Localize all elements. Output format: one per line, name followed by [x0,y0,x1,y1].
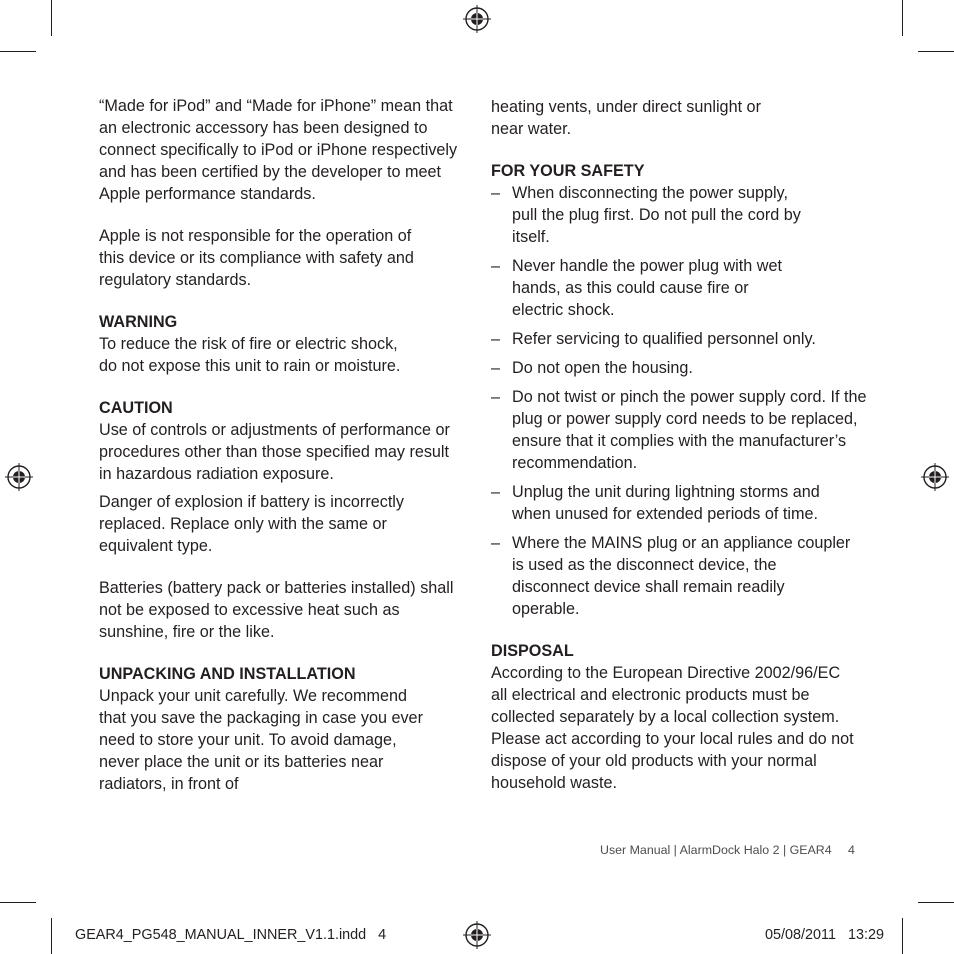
crop-mark-top-right-vertical [902,0,903,36]
crop-mark-bottom-right-vertical [902,918,903,954]
dash-bullet: – [491,483,501,501]
crop-mark-top-left-vertical [51,0,52,36]
list-item [491,532,852,620]
warning-heading: WARNING [99,313,178,331]
warning-text: To reduce the risk of fire or electric shock, do not expose this unit to rain or moisture. [99,335,401,375]
dash-bullet: – [491,359,501,377]
registration-target-icon [920,462,950,492]
slug-filename: GEAR4_PG548_MANUAL_INNER_V1.1.indd 4 [75,927,387,943]
registration-target-icon [4,462,34,492]
ipod-iphone-statement: “Made for iPod” and “Made for iPhone” mean that an electronic accessory has been designed to connect specifically to iPod or iPhone respectively and has been certified by the developer to meet Apple performance standards. [99,97,458,203]
list-item [491,328,857,350]
dash-bullet: – [491,257,501,275]
running-title: User Manual | AlarmDock Halo 2 | GEAR4 [600,843,832,857]
disposal-heading: DISPOSAL [491,642,574,660]
page-number: 4 [848,843,855,857]
crop-mark-top-left-horizontal [0,51,36,52]
crop-mark-bottom-right-horizontal [918,902,954,903]
crop-mark-bottom-left-horizontal [0,902,36,903]
list-item-text: Do not open the housing. [512,359,693,377]
batteries-heat-text: Batteries (battery pack or batteries installed) shall not be exposed to excessive heat such as sunshine, fire or the like. [99,579,454,641]
caution-text: Use of controls or adjustments of performance or procedures other than those specified may result in hazardous radiation exposure. [99,421,450,483]
apple-disclaimer: Apple is not responsible for the operation of this device or its compliance with safety and regulatory standards. [99,227,414,289]
list-item-text: Where the MAINS plug or an appliance coupler is used as the disconnect device, the disconnect device shall remain readily operable. [512,534,851,618]
list-item [491,357,857,379]
registration-target-icon [462,920,492,950]
list-item [491,386,867,474]
crop-mark-bottom-left-vertical [51,918,52,954]
left-column [99,95,463,795]
list-item-text: When disconnecting the power supply, pull the plug first. Do not pull the cord by itself. [512,184,801,246]
dash-bullet: – [491,330,501,348]
dash-bullet: – [491,534,501,552]
list-item [491,481,862,525]
disposal-text: According to the European Directive 2002/96/EC all electrical and electronic products must be collected separately by a local collection system. Please act according to your local rules and do not dispose of your old products with your normal household waste. [491,664,854,792]
list-item [491,255,802,321]
list-item-text: Unplug the unit during lightning storms and when unused for extended periods of time. [512,483,820,523]
dash-bullet: – [491,388,501,406]
battery-explosion-text: Danger of explosion if battery is incorrectly replaced. Replace only with the same or equivalent type. [99,493,405,555]
list-item-text: Never handle the power plug with wet hands, as this could cause fire or electric shock. [512,257,782,319]
registration-target-icon [462,4,492,34]
caution-heading: CAUTION [99,399,173,417]
dash-bullet: – [491,184,501,202]
list-item-text: Do not twist or pinch the power supply cord. If the plug or power supply cord needs to be replaced, ensure that it complies with the manufacturer’s recommendation. [512,388,867,472]
crop-mark-top-right-horizontal [918,51,954,52]
slug-date-time: 05/08/2011 13:29 [765,927,884,943]
list-item [491,182,812,248]
continuation-text: heating vents, under direct sunlight or near water. [491,98,761,138]
unpacking-text: Unpack your unit carefully. We recommend that you save the packaging in case you ever need to store your unit. To avoid damage, never place the unit or its batteries near radiators, in front of [99,687,423,793]
safety-list [491,182,867,620]
safety-heading: FOR YOUR SAFETY [491,162,645,180]
right-column [491,96,867,794]
unpacking-heading: UNPACKING AND INSTALLATION [99,665,356,683]
list-item-text: Refer servicing to qualified personnel only. [512,330,816,348]
running-footer [600,843,855,857]
